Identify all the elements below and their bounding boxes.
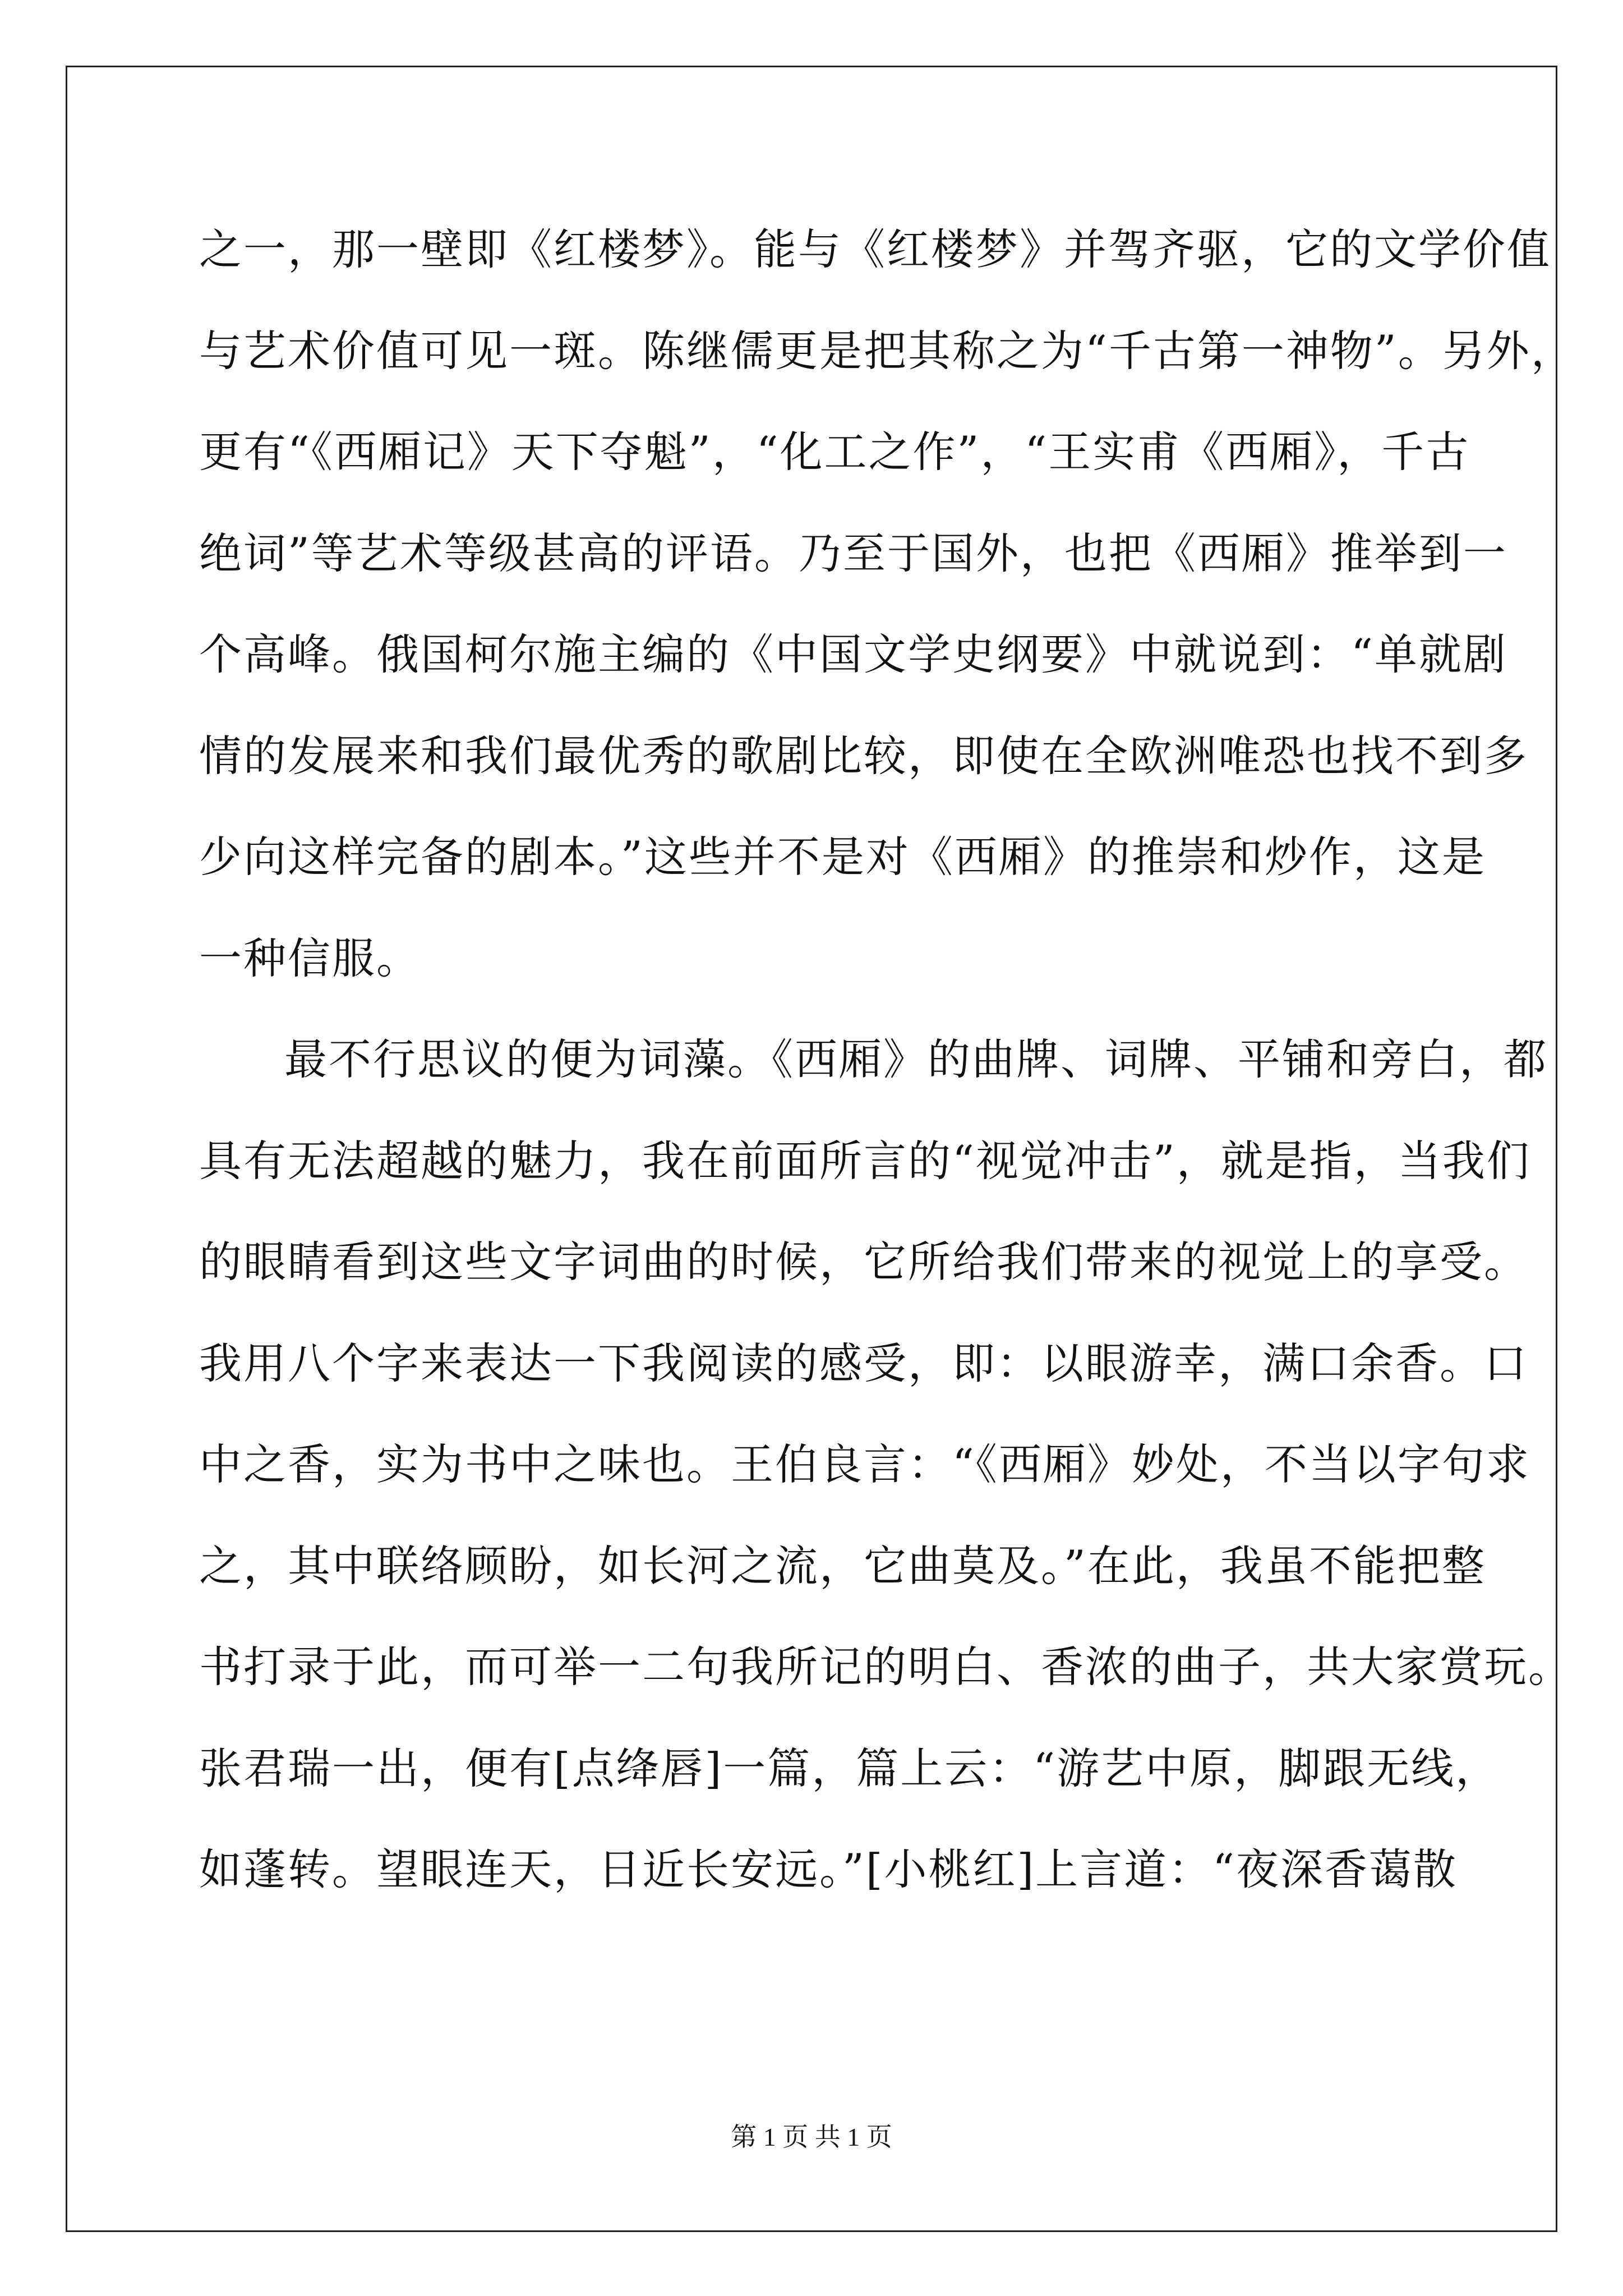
text-line: 之，其中联络顾盼，如长河之流，它曲莫及。”在此，我虽不能把整 xyxy=(199,1540,1486,1591)
text-line: 与艺术价值可见一斑。陈继儒更是把其称之为“千古第一神物”。另外， xyxy=(199,325,1575,376)
text-line: 之一，那一壁即《红楼梦》。能与《红楼梦》并驾齐驱，它的文学价值 xyxy=(199,224,1551,274)
text-line: 绝词”等艺术等级甚高的评语。乃至于国外，也把《西厢》推举到一 xyxy=(199,528,1507,578)
text-line: 如蓬转。望眼连天，日近长安远。”[小桃红]上言道：“夜深香蔼散 xyxy=(199,1844,1458,1894)
text-line: 的眼睛看到这些文字词曲的时候，它所给我们带来的视觉上的享受。 xyxy=(199,1237,1528,1287)
text-line: 少向这样完备的剧本。”这些并不是对《西厢》的推崇和炒作，这是 xyxy=(199,832,1486,882)
text-line: 个高峰。俄国柯尔施主编的《中国文学史纲要》中就说到：“单就剧 xyxy=(199,629,1507,679)
text-line: 具有无法超越的魅力，我在前面所言的“视觉冲击”，就是指，当我们 xyxy=(199,1135,1531,1186)
text-line: 我用八个字来表达一下我阅读的感受，即：以眼游幸，满口余香。口 xyxy=(199,1338,1528,1388)
text-line: 张君瑞一出，便有[点绛唇]一篇，篇上云：“游艺中原，脚跟无线， xyxy=(199,1743,1500,1793)
text-line: 更有“《西厢记》天下夺魁”，“化工之作”，“王实甫《西厢》，千古 xyxy=(199,427,1470,477)
text-line: 一种信服。 xyxy=(199,933,421,983)
text-line: 情的发展来和我们最优秀的歌剧比较，即使在全欧洲唯恐也找不到多 xyxy=(199,730,1528,781)
page-footer: 第 1 页 共 1 页 xyxy=(731,2123,892,2151)
text-line: 书打录于此，而可举一二句我所记的明白、香浓的曲子，共大家赏玩。 xyxy=(199,1642,1573,1692)
document-body xyxy=(199,216,1575,1938)
paragraph-start-line: 最不行思议的便为词藻。《西厢》的曲牌、词牌、平铺和旁白，都 xyxy=(284,1034,1548,1084)
text-line: 中之香，实为书中之味也。王伯良言：“《西厢》妙处，不当以字句求 xyxy=(199,1439,1530,1489)
